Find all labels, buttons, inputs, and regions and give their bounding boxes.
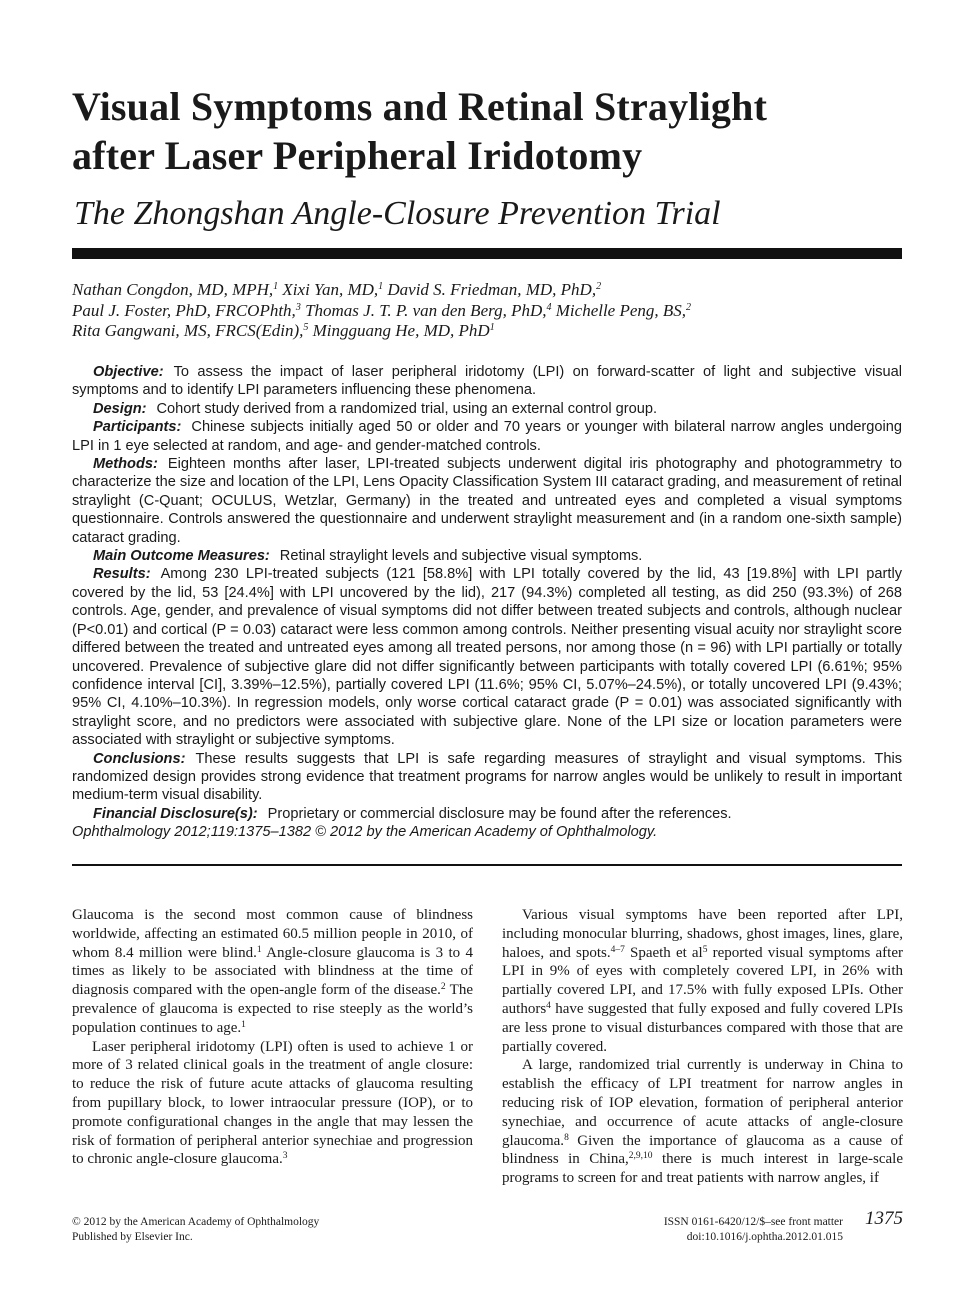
citation-marker[interactable]: 4 [546, 1000, 551, 1011]
citation-marker[interactable]: 1 [241, 1019, 246, 1030]
abstract-citation [72, 823, 902, 841]
title-divider [72, 248, 902, 259]
abstract-text: Retinal straylight levels and subjective visual symptoms. [279, 548, 643, 565]
body-column-right [502, 906, 903, 1188]
author-name: Rita Gangwani, MS, FRCS(Edin), [72, 321, 304, 340]
abstract-heading: Conclusions: [93, 750, 186, 767]
abstract-main-outcome [72, 547, 902, 565]
copyright-notice: © 2012 by the American Academy of Ophthalmology [72, 1216, 320, 1228]
abstract-heading: Main Outcome Measures: [93, 548, 270, 565]
abstract-participants [72, 418, 902, 455]
page-number: 1375 [865, 1208, 903, 1229]
abstract-text: Cohort study derived from a randomized trial, using an external control group. [156, 400, 658, 417]
abstract-objective [72, 363, 902, 400]
issn-line: ISSN 0161-6420/12/$–see front matter [663, 1216, 843, 1228]
author-name: Nathan Congdon, MD, MPH, [72, 280, 274, 299]
affiliation-marker: 2 [596, 281, 602, 292]
publisher-notice: Published by Elsevier Inc. [72, 1231, 193, 1243]
citation-marker[interactable]: 2 [440, 982, 446, 993]
abstract-heading: Results: [93, 566, 151, 583]
abstract-text: To assess the impact of laser peripheral iridotomy (LPI) on forward-scatter of light and subjective visual symptoms and to identify LPI parameters influencing these phenomena. [72, 364, 902, 399]
author-line-3 [72, 321, 902, 342]
affiliation-marker: 1 [273, 281, 279, 292]
abstract-text: Chinese subjects initially aged 50 or older and 70 years or younger with bilateral narrow angles undergoing LPI in 1 eye selected at random, and age- and gender-matched controls. [72, 419, 902, 454]
abstract-divider [72, 864, 902, 866]
footer-identifiers [664, 1215, 843, 1245]
abstract-conclusions [72, 750, 902, 805]
footer-publisher-info [72, 1215, 319, 1245]
abstract-design [72, 400, 902, 418]
body-paragraph: A large, randomized trial currently is underway in China to establish the efficacy of LPI treatment for narrow angles in reducing risk of IOP elevation, formation of peripheral anterior synechiae, and occurrence of acute attacks of angle-closure glaucoma.$^8$ Given the importance of glaucoma as a cause of blindness in China,$^{2,9,10}$ there is much interest in large-scale programs to screen for and treat patients with narrow angles, if [502, 1057, 903, 1187]
author-name: David S. Friedman, MD, PhD, [383, 280, 597, 299]
abstract-text: Proprietary or commercial disclosure may be found after the references. [267, 805, 732, 822]
abstract-heading: Methods: [93, 456, 158, 473]
affiliation-marker: 1 [378, 281, 384, 292]
author-line-2 [72, 301, 902, 322]
citation-marker[interactable]: 2,9,10 [628, 1151, 653, 1162]
article-subtitle: The Zhongshan Angle-Closure Prevention Trial [74, 195, 721, 232]
citation-marker[interactable]: 1 [256, 944, 262, 955]
journal-citation: Ophthalmology 2012;119:1375–1382 © 2012 by the American Academy of Ophthalmology. [72, 824, 658, 841]
abstract-text: Among 230 LPI-treated subjects (121 [58.8%] with LPI totally covered by the lid, 43 [19.8%] with LPI partly covered by the lid, 53 [24.4%] with LPI uncovered by the lid), 217 (94.3%) completed all testing, as did 250 (93.3%) of 268 controls. Age, gender, and prevalence of visual symptoms did not differ between treated subjects and controls, although nuclear (P<0.01) and cortical (P = 0.03) cataract were less common among controls. Neither presenting visual acuity nor straylight score differed between the treated and untreated eyes among all treated persons, nor among those (n = 96) with LPI partially or totally uncovered. Prevalence of subjective glare did not differ significantly between participants with totally covered LPI (6.61%; 95% confidence interval [CI], 3.39%–12.5%), partially covered LPI (11.6%; 95% CI, 5.07%–24.5%), or totally uncovered LPI (9.43%; 95% CI, 4.10%–10.3%). In regression models, only worse cortical cataract grade (P = 0.01) was associated significantly with straylight score, and no predictors were associated with subjective glare. None of the LPI size or location parameters were associated with straylight or subjective symptoms. [72, 566, 902, 749]
affiliation-marker: 4 [546, 301, 552, 313]
abstract-results [72, 565, 902, 749]
abstract-heading: Objective: [93, 364, 164, 380]
abstract [72, 363, 902, 842]
abstract-methods [72, 455, 902, 547]
doi-line: doi:10.1016/j.ophtha.2012.01.015 [686, 1231, 843, 1243]
body-paragraph: Various visual symptoms have been reported after LPI, including monocular blurring, shadows, ghost images, lines, glare, haloes, and spots.$^{4-7}$ Spaeth et $al^5$ reported visual symptoms after LPI in 9% of eyes with completely covered LPI, in 26% with partially covered LPI, and 17.5% with fully exposed LPIs. Other authors$^4$ have suggested that fully exposed and fully covered LPIs are less prone to visual disturbances compared with those that are partially covered. [502, 907, 903, 1055]
abstract-heading: Design: [93, 400, 147, 417]
author-list [72, 280, 902, 342]
abstract-heading: Participants: [93, 419, 182, 436]
citation-marker[interactable]: 4–7 [610, 944, 625, 955]
citation-marker[interactable]: 3 [282, 1151, 288, 1162]
author-name: Xixi Yan, MD, [278, 280, 379, 299]
author-name: Paul J. Foster, PhD, FRCOPhth, [72, 300, 296, 320]
abstract-financial [72, 805, 902, 823]
affiliation-marker: 3 [295, 301, 301, 313]
author-name: Michelle Peng, BS, [551, 300, 687, 320]
body-paragraph: Glaucoma is the second most common cause of blindness worldwide, affecting an estimated 60.5 million people in 2010, of whom 8.4 million were blind.$^1$ Angle-closure glaucoma is 3 to 4 times as likely to be associated with blindness at the time of diagnosis compared with the open-angle form of the disease.$^2$ The prevalence of glaucoma is expected to rise steeply as the world’s population continues to age.$^1$ [72, 907, 473, 1036]
body-paragraph: Laser peripheral iridotomy (LPI) often is used to achieve 1 or more of 3 related clinical goals in the treatment of angle closure: to reduce the risk of future acute attacks of glaucoma resulting from pupillary block, to lower intraocular pressure (IOP), or to promote configurational changes in the angle that may lessen the risk of formation of peripheral anterior synechiae and progression to chronic angle-closure glaucoma.$^3$ [72, 1038, 473, 1168]
abstract-heading: Financial Disclosure(s): [93, 805, 258, 822]
citation-marker[interactable]: 8 [564, 1132, 569, 1143]
author-name: Thomas J. T. P. van den Berg, PhD, [300, 300, 547, 320]
title-line-1: Visual Symptoms and Retinal Straylight [72, 84, 768, 129]
article-title [72, 82, 922, 180]
affiliation-marker: 1 [489, 322, 495, 333]
citation-marker[interactable]: 5 [702, 944, 708, 955]
abstract-text: Eighteen months after laser, LPI-treated subjects underwent digital iris photography and photogrammetry to characterize the size and location of the LPI, Lens Opacity Classification System III cataract grading, and measurement of retinal straylight (C-Quant; OCULUS, Wetzlar, Germany) in the treated and untreated eyes and completed a visual symptoms questionnaire. Controls answered the questionnaire and underwent straylight measurement and (in a random one-sixth sample) cataract grading. [72, 456, 902, 546]
abstract-text: These results suggests that LPI is safe regarding measures of straylight and visual symptoms. This randomized design provides strong evidence that treatment programs for narrow angles would be unlikely to result in important medium-term visual disability. [72, 750, 902, 804]
body-column-left [72, 906, 473, 1169]
author-line-1 [72, 280, 902, 301]
affiliation-marker: 2 [686, 301, 692, 313]
affiliation-marker: 5 [303, 322, 309, 333]
title-line-2: after Laser Peripheral Iridotomy [72, 133, 643, 178]
author-name: Mingguang He, MD, PhD [308, 321, 490, 340]
